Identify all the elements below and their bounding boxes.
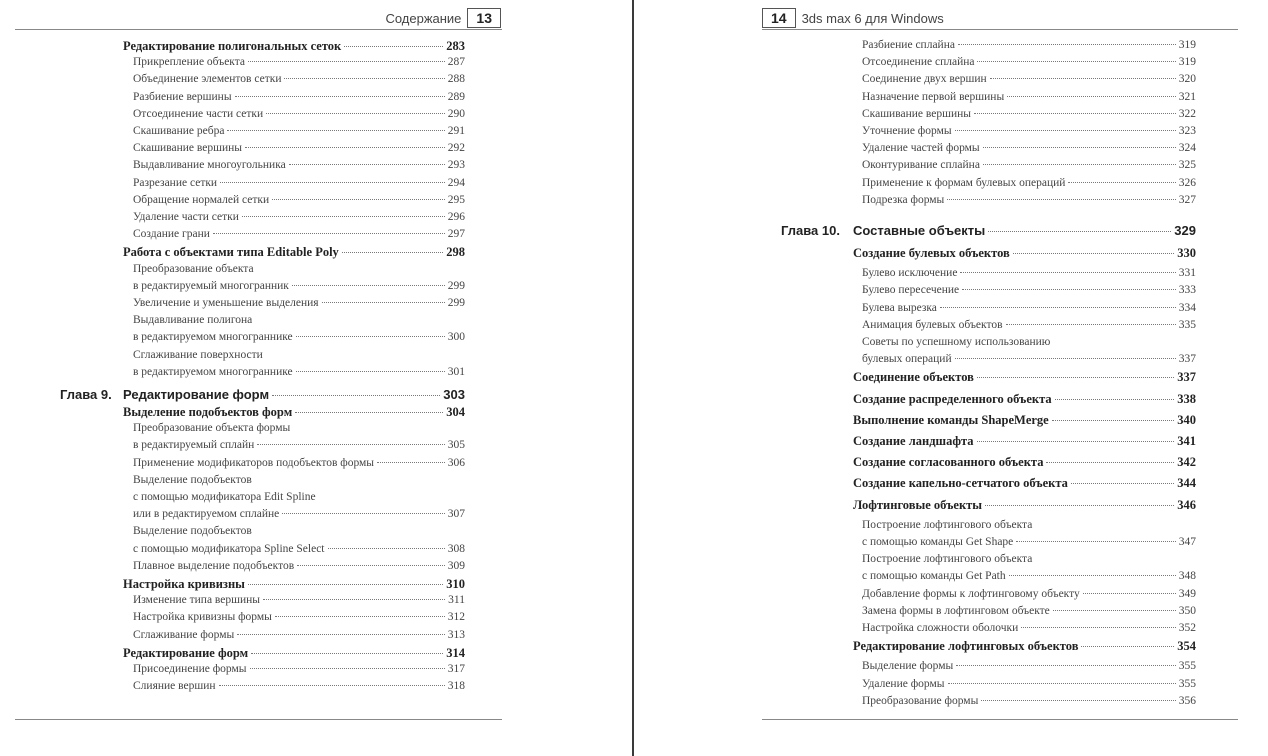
entry-page-number: 327 [1178, 193, 1196, 206]
entry-title: Выдавливание многоугольника [133, 159, 286, 172]
leader-dots [940, 307, 1176, 308]
entry-page-number: 312 [447, 611, 465, 624]
entry-title: Создание согласованного объекта [853, 455, 1044, 470]
entry-title: с помощью команды Get Path [862, 570, 1006, 583]
toc-entry[interactable] [133, 108, 465, 120]
entry-title: Прикрепление объекта [133, 56, 246, 69]
toc-chapter[interactable] [781, 223, 1196, 238]
leader-dots [974, 113, 1176, 114]
entry-title: Создание грани [133, 228, 210, 241]
entry-title: Скашивание вершины [862, 107, 971, 120]
entry-title: Назначение первой вершины [862, 90, 1005, 103]
toc-entry[interactable] [862, 588, 1196, 600]
entry-page-number: 333 [1178, 284, 1196, 297]
entry-title: с помощью команды Get Shape [862, 536, 1014, 548]
entry-title: Удаление формы [862, 677, 945, 690]
toc-entry[interactable] [133, 194, 465, 206]
toc-entry-line: Преобразование объекта [133, 262, 254, 275]
leader-dots [245, 147, 445, 148]
entry-page-number: 294 [447, 176, 465, 189]
toc-entry[interactable] [133, 211, 465, 223]
entry-page-number: 347 [1178, 536, 1196, 548]
toc-entry[interactable] [133, 366, 465, 378]
entry-page-number: 296 [447, 211, 465, 223]
entry-page-number: 326 [1178, 176, 1196, 189]
entry-page-number: 289 [447, 90, 465, 103]
leader-dots [977, 377, 1174, 378]
toc-entry[interactable] [133, 594, 465, 606]
entry-title: Отсоединение части сетки [133, 107, 264, 120]
entry-title: Замена формы в лофтинговом объекте [862, 604, 1050, 617]
entry-page-number: 334 [1178, 301, 1196, 314]
leader-dots [962, 289, 1176, 290]
entry-title: Создание распределенного объекта [853, 391, 1052, 406]
entry-page-number: 293 [447, 159, 465, 172]
leader-dots [1053, 610, 1176, 611]
leader-dots [955, 130, 1176, 131]
toc-entry[interactable] [133, 142, 465, 154]
entry-title: Уточнение формы [862, 125, 952, 137]
toc-section[interactable] [853, 246, 1196, 261]
entry-title: Изменение типа вершины [133, 594, 261, 607]
leader-dots [295, 412, 443, 413]
entry-page-number: 325 [1178, 159, 1196, 172]
entry-page-number: 306 [447, 456, 465, 469]
leader-dots [235, 96, 445, 97]
entry-page-number: 319 [1178, 39, 1196, 51]
leader-dots [342, 252, 443, 253]
toc-entry[interactable] [862, 73, 1196, 85]
leader-dots [322, 302, 445, 303]
entry-title: Применение модификаторов подобъектов формы [133, 456, 375, 469]
leader-dots [250, 668, 445, 669]
toc-entry[interactable] [133, 297, 465, 309]
entry-title: Слияние вершин [133, 680, 216, 693]
running-head-title: 3ds max 6 для Windows [801, 10, 944, 26]
toc-section[interactable] [853, 639, 1196, 654]
leader-dots [1046, 462, 1174, 463]
entry-page-number: 337 [1178, 353, 1196, 366]
leader-dots [248, 61, 445, 62]
toc-entry-line: Построение лофтингового объекта [862, 553, 1033, 566]
toc-entry[interactable] [133, 543, 465, 555]
entry-title: Подрезка формы [862, 193, 945, 206]
entry-title: Увеличение и уменьшение выделения [133, 297, 319, 309]
leader-dots [956, 665, 1175, 666]
toc-section[interactable] [853, 455, 1196, 470]
leader-dots [251, 653, 443, 654]
entry-page-number: 349 [1178, 587, 1196, 600]
leader-dots [948, 683, 1176, 684]
entry-title: Выделение формы [862, 660, 954, 673]
toc-entry[interactable] [133, 280, 465, 292]
toc-entry-line: Выделение подобъектов [133, 525, 252, 538]
entry-page-number: 352 [1178, 622, 1196, 634]
toc-entry[interactable] [862, 678, 1196, 690]
entry-title: Разрезание сетки [133, 176, 218, 189]
toc-entry[interactable] [862, 39, 1196, 51]
footer-rule [762, 719, 1238, 720]
entry-page-number: 307 [447, 508, 465, 521]
entry-page-number: 304 [446, 405, 465, 419]
leader-dots [1009, 575, 1176, 576]
leader-dots [958, 44, 1176, 45]
entry-page-number: 301 [447, 365, 465, 378]
entry-title: Редактирование полигональных сеток [123, 39, 342, 53]
entry-page-number: 331 [1178, 267, 1196, 280]
leader-dots [257, 444, 444, 445]
header-rule [15, 29, 502, 30]
leader-dots [248, 584, 443, 585]
leader-dots [1021, 627, 1176, 628]
entry-page-number: 350 [1178, 604, 1196, 617]
entry-title: Преобразование формы [862, 694, 979, 707]
entry-title: Соединение объектов [853, 370, 974, 385]
entry-page-number: 355 [1178, 677, 1196, 690]
entry-page-number: 323 [1178, 125, 1196, 137]
leader-dots [977, 61, 1175, 62]
leader-dots [266, 113, 445, 114]
toc-entry[interactable] [133, 611, 465, 623]
entry-page-number: 314 [446, 645, 465, 660]
entry-title: или в редактируемом сплайне [133, 508, 280, 521]
toc-entry[interactable] [862, 536, 1196, 548]
entry-page-number: 341 [1177, 434, 1196, 448]
toc-section[interactable] [123, 39, 465, 54]
toc-entry[interactable] [862, 142, 1196, 154]
toc-entry[interactable] [133, 91, 465, 103]
header-rule [762, 29, 1238, 30]
entry-page-number: 324 [1178, 142, 1196, 155]
entry-title: Добавление формы к лофтинговому объекту [862, 587, 1080, 600]
entry-page-number: 346 [1177, 497, 1196, 512]
entry-page-number: 299 [447, 279, 465, 292]
entry-title: Редактирование лофтинговых объектов [853, 639, 1079, 654]
toc-chapter[interactable] [60, 387, 465, 402]
entry-title: Обращение нормалей сетки [133, 193, 270, 206]
page-number: 13 [467, 8, 501, 28]
entry-page-number: 295 [447, 193, 465, 206]
leader-dots [289, 164, 445, 165]
leader-dots [955, 358, 1176, 359]
entry-title: Соединение двух вершин [862, 73, 987, 86]
entry-page-number: 300 [447, 331, 465, 344]
toc-entry-line: Сглаживание поверхности [133, 348, 263, 361]
entry-page-number: 297 [447, 228, 465, 241]
toc-entry-line: Выдавливание полигона [133, 314, 253, 327]
toc-entry[interactable] [862, 695, 1196, 707]
toc-entry[interactable] [133, 73, 465, 85]
entry-page-number: 338 [1177, 391, 1196, 406]
entry-page-number: 329 [1174, 223, 1196, 238]
leader-dots [282, 513, 444, 514]
entry-title: Разбиение вершины [133, 90, 232, 103]
toc-entry[interactable] [133, 680, 465, 692]
entry-title: Составные объекты [853, 223, 986, 238]
leader-dots [296, 336, 445, 337]
entry-page-number: 356 [1178, 694, 1196, 707]
entry-page-number: 311 [448, 594, 465, 607]
toc-section[interactable] [123, 577, 465, 592]
entry-page-number: 313 [447, 628, 465, 641]
toc-section[interactable] [123, 646, 465, 661]
entry-page-number: 344 [1177, 476, 1196, 491]
leader-dots [1081, 646, 1174, 647]
toc-entry[interactable] [133, 125, 465, 137]
leader-dots [272, 395, 440, 396]
entry-page-number: 320 [1178, 73, 1196, 86]
entry-title: Настройка кривизны [123, 577, 245, 591]
toc-section[interactable] [853, 370, 1196, 385]
toc-entry[interactable] [133, 331, 465, 343]
toc-entry[interactable] [862, 194, 1196, 206]
toc-entry[interactable] [862, 605, 1196, 617]
entry-title: Скашивание ребра [133, 125, 225, 137]
leader-dots [947, 199, 1175, 200]
entry-page-number: 310 [446, 577, 465, 591]
chapter-label: Глава 10. [781, 223, 840, 238]
toc-entry[interactable] [862, 177, 1196, 189]
entry-title: в редактируемый сплайн [133, 439, 255, 452]
entry-page-number: 321 [1178, 90, 1196, 103]
toc-entry[interactable] [133, 159, 465, 171]
entry-page-number: 317 [447, 663, 465, 675]
toc-entry-line: с помощью модификатора Edit Spline [133, 491, 316, 503]
toc-section[interactable] [853, 476, 1196, 491]
toc-section[interactable] [123, 405, 465, 420]
leader-dots [220, 182, 445, 183]
entry-title: Удаление части сетки [133, 211, 239, 223]
leader-dots [1083, 593, 1176, 594]
toc-section[interactable] [853, 434, 1196, 449]
page-number: 14 [762, 8, 796, 28]
toc-section[interactable] [853, 498, 1196, 513]
toc-entry[interactable] [133, 56, 465, 68]
leader-dots [275, 616, 445, 617]
footer-rule [15, 719, 502, 720]
leader-dots [985, 505, 1174, 506]
leader-dots [1071, 483, 1174, 484]
leader-dots [297, 565, 445, 566]
leader-dots [237, 634, 445, 635]
entry-page-number: 355 [1178, 660, 1196, 673]
entry-title: Булева вырезка [862, 301, 937, 314]
entry-title: Плавное выделение подобъектов [133, 559, 295, 572]
toc-entry[interactable] [133, 457, 465, 469]
leader-dots [213, 233, 445, 234]
leader-dots [272, 199, 445, 200]
entry-page-number: 283 [446, 39, 465, 53]
entry-title: Создание булевых объектов [853, 246, 1010, 260]
entry-page-number: 319 [1178, 56, 1196, 69]
entry-title: Объединение элементов сетки [133, 73, 282, 86]
entry-title: Настройка сложности оболочки [862, 622, 1019, 634]
entry-title: в редактируемом многограннике [133, 365, 293, 378]
toc-entry[interactable] [133, 439, 465, 451]
toc-entry[interactable] [862, 319, 1196, 331]
entry-page-number: 299 [447, 297, 465, 309]
entry-title: Отсоединение сплайна [862, 56, 975, 69]
entry-title: Применение к формам булевых операций [862, 176, 1066, 189]
entry-title: Работа с объектами типа Editable Poly [123, 245, 339, 260]
entry-page-number: 354 [1177, 639, 1196, 654]
entry-page-number: 322 [1178, 107, 1196, 120]
toc-entry[interactable] [862, 159, 1196, 171]
leader-dots [1068, 182, 1175, 183]
toc-entry[interactable] [133, 228, 465, 240]
leader-dots [1016, 541, 1175, 542]
toc-entry[interactable] [862, 353, 1196, 365]
toc-section[interactable] [123, 245, 465, 260]
toc-entry[interactable] [862, 302, 1196, 314]
entry-title: Выделение подобъектов форм [123, 405, 293, 419]
toc-entry[interactable] [862, 108, 1196, 120]
leader-dots [344, 46, 443, 47]
entry-title: Разбиение сплайна [862, 39, 955, 51]
toc-entry-line: Советы по успешному использованию [862, 336, 1051, 348]
toc-entry[interactable] [133, 629, 465, 641]
toc-entry[interactable] [862, 125, 1196, 137]
entry-page-number: 290 [447, 107, 465, 120]
leader-dots [981, 700, 1175, 701]
entry-title: в редактируемом многограннике [133, 331, 293, 344]
entry-page-number: 348 [1178, 570, 1196, 583]
toc-entry[interactable] [133, 508, 465, 520]
entry-title: Скашивание вершины [133, 142, 242, 155]
entry-page-number: 309 [447, 559, 465, 572]
toc-entry[interactable] [133, 177, 465, 189]
leader-dots [377, 462, 445, 463]
entry-title: Анимация булевых объектов [862, 318, 1003, 331]
entry-page-number: 288 [447, 73, 465, 86]
entry-title: Сглаживание формы [133, 628, 235, 641]
leader-dots [328, 548, 445, 549]
toc-entry[interactable] [862, 91, 1196, 103]
entry-page-number: 318 [447, 680, 465, 693]
entry-page-number: 340 [1177, 412, 1196, 427]
entry-page-number: 335 [1178, 318, 1196, 331]
toc-entry[interactable] [862, 284, 1196, 296]
toc-entry[interactable] [862, 660, 1196, 672]
leader-dots [1006, 324, 1176, 325]
entry-page-number: 287 [447, 56, 465, 69]
entry-title: Оконтуривание сплайна [862, 159, 980, 172]
leader-dots [1052, 420, 1175, 421]
chapter-label: Глава 9. [60, 387, 112, 402]
leader-dots [219, 685, 445, 686]
running-head-title: Содержание [385, 10, 462, 26]
leader-dots [292, 285, 445, 286]
left-page-header [385, 8, 501, 28]
entry-title: Удаление частей формы [862, 142, 980, 155]
leader-dots [983, 164, 1176, 165]
leader-dots [284, 78, 444, 79]
entry-page-number: 298 [446, 245, 465, 260]
leader-dots [977, 441, 1175, 442]
right-page-header [762, 8, 950, 28]
entry-title: с помощью модификатора Spline Select [133, 542, 325, 555]
toc-section[interactable] [853, 392, 1196, 407]
toc-entry-line: Преобразование объекта формы [133, 422, 291, 435]
entry-title: Выполнение команды ShapeMerge [853, 412, 1049, 427]
toc-entry[interactable] [862, 622, 1196, 634]
entry-page-number: 337 [1177, 370, 1196, 385]
leader-dots [1055, 399, 1175, 400]
toc-entry[interactable] [862, 56, 1196, 68]
toc-entry[interactable] [862, 570, 1196, 582]
leader-dots [242, 216, 445, 217]
entry-title: булевых операций [862, 353, 952, 366]
leader-dots [960, 272, 1175, 273]
entry-page-number: 292 [447, 142, 465, 155]
entry-page-number: 330 [1177, 246, 1196, 260]
entry-title: Булево пересечение [862, 284, 960, 297]
entry-title: Лофтинговые объекты [853, 497, 983, 512]
toc-entry-line: Выделение подобъектов [133, 473, 252, 486]
leader-dots [988, 231, 1171, 232]
toc-entry-line: Построение лофтингового объекта [862, 518, 1033, 531]
entry-page-number: 305 [447, 439, 465, 452]
entry-title: Булево исключение [862, 267, 958, 280]
entry-title: Создание капельно-сетчатого объекта [853, 476, 1068, 491]
leader-dots [296, 371, 445, 372]
leader-dots [1013, 253, 1174, 254]
entry-page-number: 308 [447, 542, 465, 555]
entry-title: Создание ландшафта [853, 434, 974, 448]
toc-entry[interactable] [133, 663, 465, 675]
leader-dots [227, 130, 444, 131]
toc-section[interactable] [853, 413, 1196, 428]
toc-entry[interactable] [133, 560, 465, 572]
left-page [0, 0, 632, 756]
entry-page-number: 342 [1177, 455, 1196, 470]
leader-dots [1007, 96, 1176, 97]
entry-title: Присоединение формы [133, 663, 247, 675]
entry-title: Редактирование форм [123, 387, 270, 402]
entry-page-number: 291 [447, 125, 465, 137]
entry-title: Настройка кривизны формы [133, 611, 272, 624]
leader-dots [990, 78, 1176, 79]
entry-page-number: 303 [443, 387, 465, 402]
entry-title: в редактируемый многогранник [133, 279, 289, 292]
leader-dots [983, 147, 1176, 148]
toc-entry[interactable] [862, 267, 1196, 279]
entry-title: Редактирование форм [123, 645, 249, 660]
leader-dots [263, 599, 445, 600]
right-page [634, 0, 1268, 756]
